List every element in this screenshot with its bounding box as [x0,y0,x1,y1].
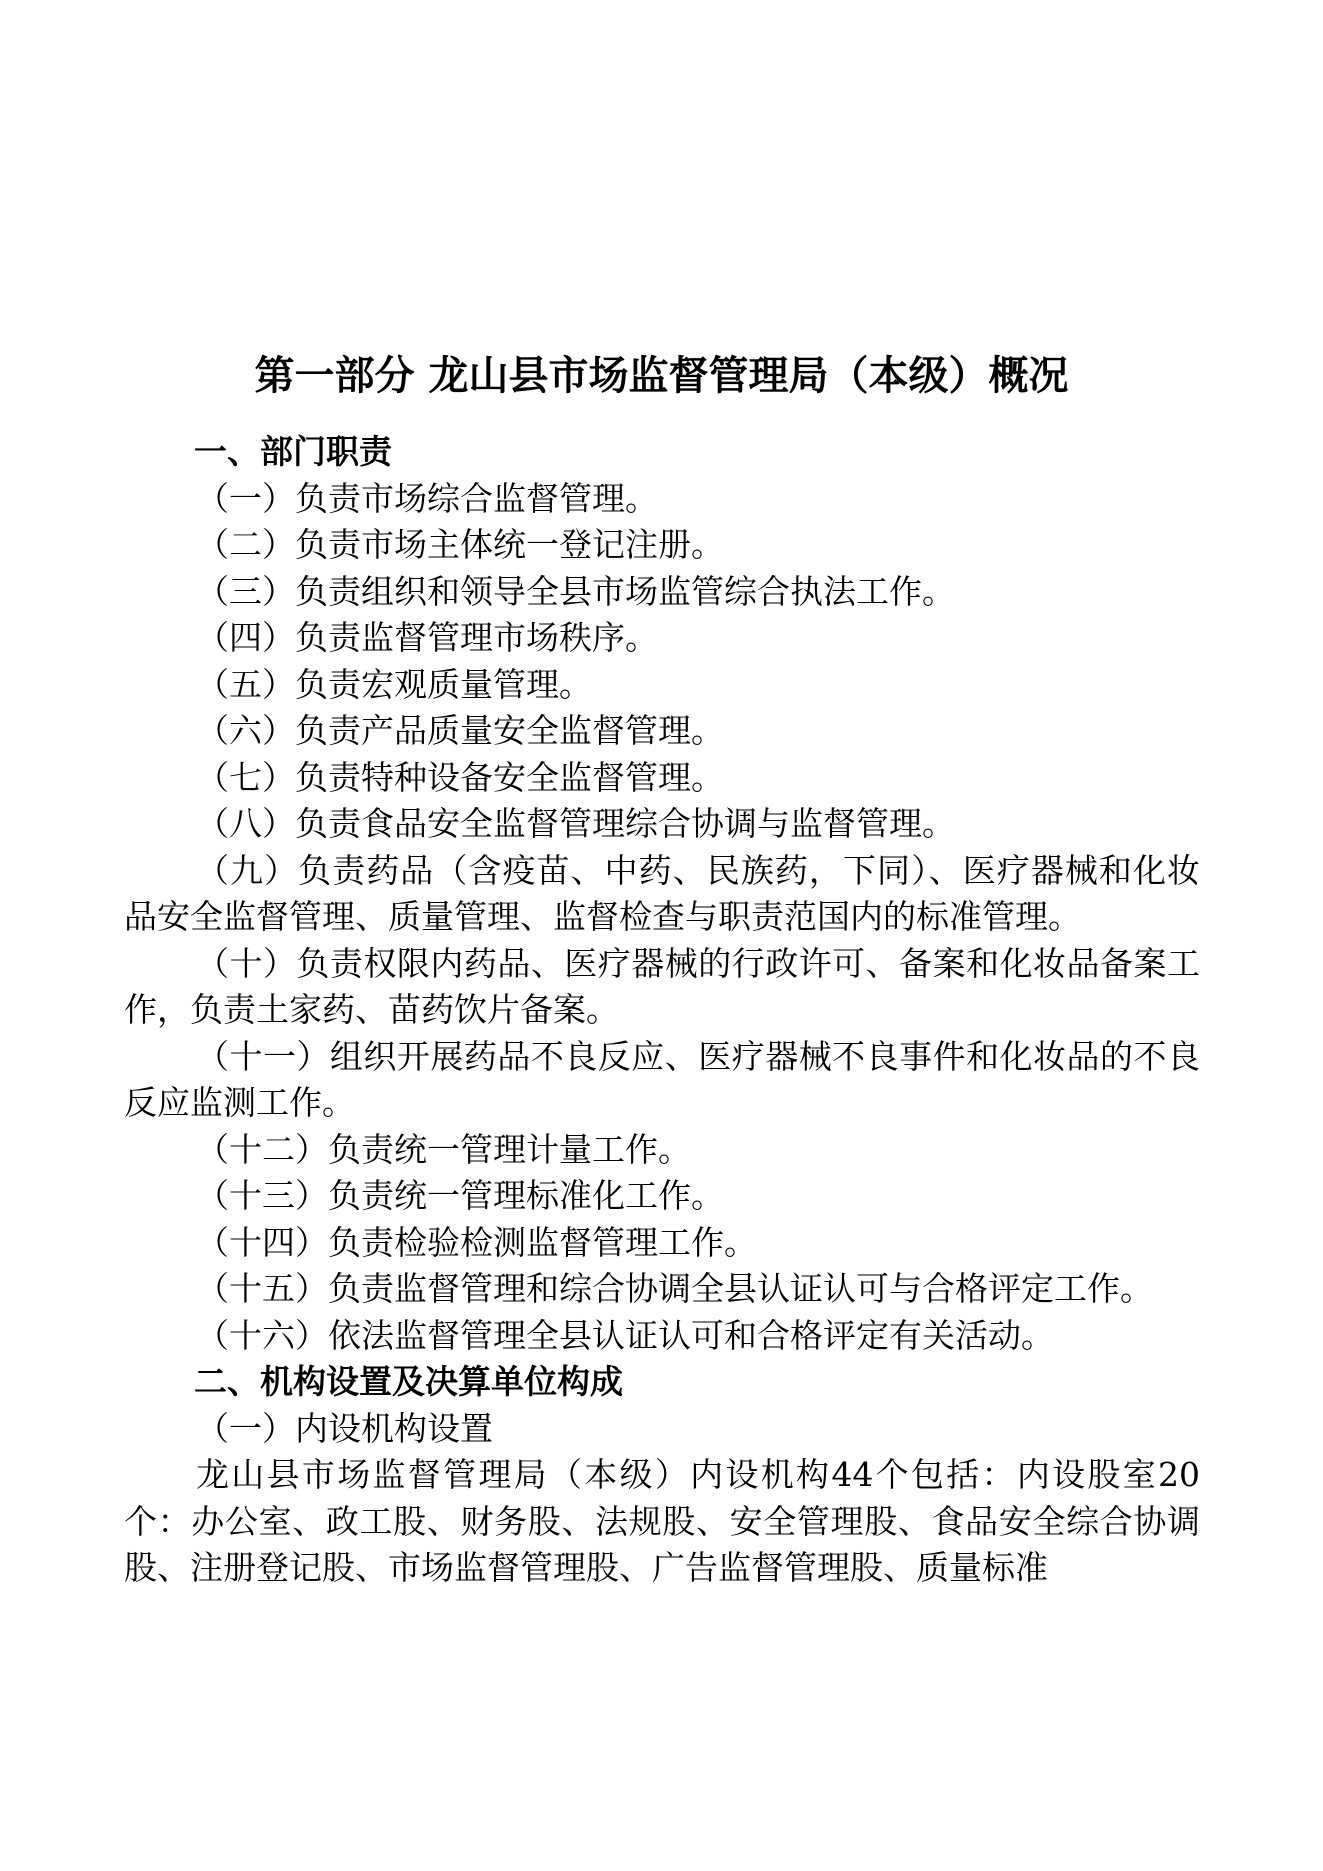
duty-item: （七）负责特种设备安全监督管理。 [196,757,724,797]
duty-item: （四）负责监督管理市场秩序。 [196,618,658,657]
duty-item: （十三）负责统一管理标准化工作。 [196,1176,724,1215]
duty-item: （八）负责食品安全监督管理综合协调与监督管理。 [196,804,955,843]
duty-item: （一）负责市场综合监督管理。 [196,478,658,518]
section-heading-organization: 二、机构设置及决算单位构成 [194,1362,623,1401]
duty-item: （九）负责药品（含疫苗、中药、民族药，下同）、医疗器械和化妆品安全监督管理、质量管理、监督检查与职责范国内的标准管理。 [124,850,1200,936]
section-heading-duties: 一、部门职责 [194,432,392,471]
org-paragraph: 龙山县市场监督管理局（本级）内设机构44个包括：内设股室20个：办公室、政工股、财务股、法规股、安全管理股、食品安全综合协调股、注册登记股、市场监督管理股、广告监督管理股、质量标准 [124,1455,1200,1587]
duty-item: （十四）负责检验检测监督管理工作。 [196,1222,757,1262]
duty-item: （六）负责产品质量安全监督管理。 [196,711,724,750]
duty-item: （十）负责权限内药品、医疗器械的行政许可、备案和化妆品备案工作，负责土家药、苗药饮片备案。 [124,943,1200,1029]
duty-item: （十六）依法监督管理全县认证认可和合格评定有关活动。 [196,1315,1054,1355]
duty-item: （十二）负责统一管理计量工作。 [196,1129,691,1169]
duty-item: （五）负责宏观质量管理。 [196,664,592,704]
duty-item: （十五）负责监督管理和综合协调全县认证认可与合格评定工作。 [196,1269,1153,1308]
duty-item: （二）负责市场主体统一登记注册。 [196,525,724,564]
duty-item: （三）负责组织和领导全县市场监管综合执法工作。 [196,571,955,611]
document-body [124,429,1200,1592]
page-title: 第一部分 龙山县市场监督管理局（本级）概况 [254,352,1069,399]
org-subheading: （一）内设机构设置 [196,1408,493,1448]
duty-item: （十一）组织开展药品不良反应、医疗器械不良事件和化妆品的不良反应监测工作。 [124,1036,1200,1122]
